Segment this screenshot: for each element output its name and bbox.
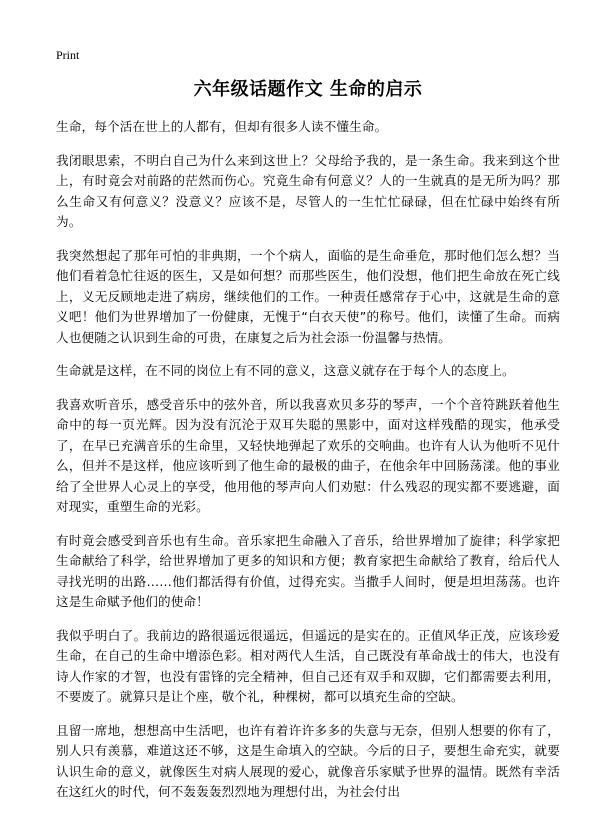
paragraph-3: 我突然想起了那年可怕的非典期，一个个病人，面临的是生命垂危，那时他们怎么想？当他们看着急忙往返的医生，又是如何想？而那些医生，他们没想，他们把生命放在死亡线上，义无反顾地走进了病房，继续他们的工作。一种责任感常存于心中，这就是生命的意义吧！他们为世界增加了一份健康，无愧于“白衣天使”的称号。他们，读懂了生命。而病人也便随之认识到生命的可贵，在康复之后为社会添一份温馨与热情。 — [56, 247, 560, 345]
paragraph-4: 生命就是这样，在不同的岗位上有不同的意义，这意义就存在于每个人的态度上。 — [56, 363, 515, 378]
article-body — [56, 117, 560, 803]
article-title: 六年级话题作文 生命的启示 — [193, 79, 423, 100]
paragraph-1: 生命，每个活在世上的人都有，但却有很多人读不懂生命。 — [56, 119, 388, 134]
paragraph-8: 且留一席地，想想高中生活吧，也许有着许许多多的失意与无奈，但别人想要的你有了，别人只有羡慕，难道这还不够，这是生命填入的空缺。今后的日子，要想生命充实，就要认识生命的意义，就像医生对病人展现的爱心，就像音乐家赋予世界的温情。既然有幸活在这红火的时代，何不轰轰轰烈烈地为理想付出，为社会付出 — [56, 722, 560, 799]
paragraph-2: 我闭眼思索，不明白自己为什么来到这世上？父母给予我的，是一条生命。我来到这个世上，有时竟会对前路的茫然而伤心。究竟生命有何意义？人的一生就真的是无所为吗？那么生命又有何意义？没意义？应该不是，尽管人的一生忙忙碌碌，但在忙碌中始终有所为。 — [56, 152, 560, 229]
paragraph-7: 我似乎明白了。我前边的路很遥远很遥远，但遥远的是实在的。正值风华正茂，应该珍爱生命，在自己的生命中增添色彩。相对两代人生活，自己既没有革命战士的伟大，也没有诗人作家的才智，也没有雷锋的完全精神，但自己还有双手和双脚，它们都需要去利用，不要废了。就算只是让个座，敬个礼，种棵树，都可以填充生命的空缺。 — [56, 627, 560, 704]
print-link[interactable]: Print — [56, 48, 80, 62]
paragraph-5: 我喜欢听音乐，感受音乐中的弦外音，所以我喜欢贝多芬的琴声，一个个音符跳跃着他生命中的每一页光辉。因为没有沉沦于双耳失聪的黑影中，面对这样残酷的现实，他承受了，在早已充满音乐的生命里，又轻快地弹起了欢乐的交响曲。也许有人认为他听不见什么，但并不是这样，他应该听到了他生命的最极的曲子，在他余年中回肠荡漾。他的事业给了全世界人心灵上的享受，他用他的琴声向人们劝慰：什么残忍的现实都不要逃避，面对现实，重塑生命的光彩。 — [56, 396, 560, 514]
paragraph-6: 有时竟会感受到音乐也有生命。音乐家把生命融入了音乐，给世界增加了旋律；科学家把生命献给了科学，给世界增加了更多的知识和方便；教育家把生命献给了教育，给后代人寻找光明的出路……他们都活得有价值，过得充实。当撒手人间时，便是坦坦荡荡。也许这是生命赋予他们的使命！ — [56, 532, 560, 609]
